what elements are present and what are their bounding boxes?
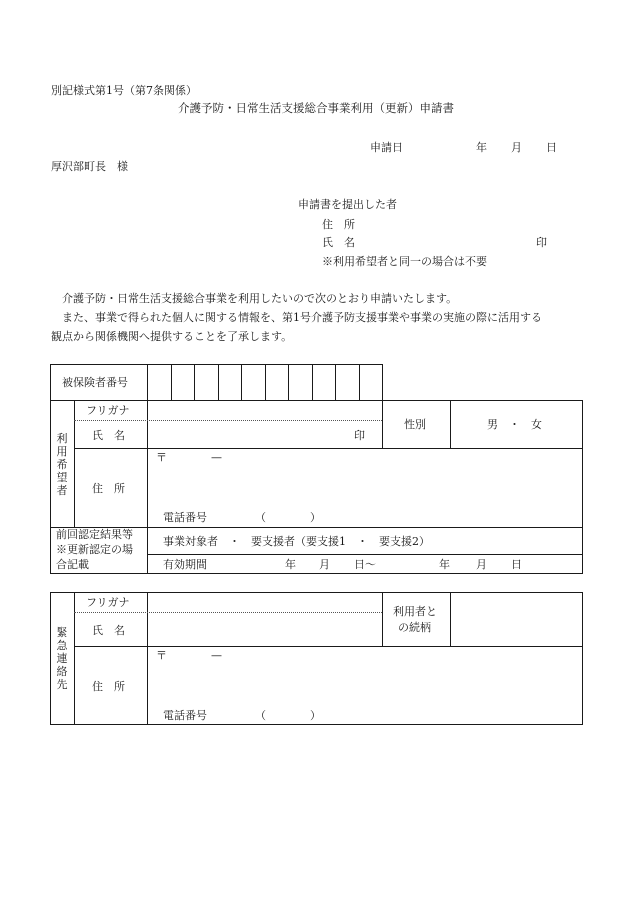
user-name-field[interactable] [148, 421, 348, 448]
insured-number-label: 被保険者番号 [62, 376, 128, 389]
addressee: 厚沢部町長 様 [51, 160, 128, 173]
emergency-section-label: 緊急連絡先 [56, 626, 68, 691]
form-title: 介護予防・日常生活支援総合事業利用（更新）申請書 [178, 101, 454, 115]
applicant-note: ※利用希望者と同一の場合は不要 [322, 255, 487, 268]
cert-options[interactable]: 事業対象者 ・ 要支援者（要支援1 ・ 要支援2） [163, 535, 430, 548]
user-postal-code[interactable]: 〒 — [156, 451, 222, 464]
validity-end-year: 年 [439, 558, 450, 571]
validity-label: 有効期間 [163, 558, 207, 571]
applicant-heading: 申請書を提出した者 [298, 198, 397, 211]
previous-cert-label: 前回認定結果等 [56, 528, 133, 541]
statement-line-1: 介護予防・日常生活支援総合事業を利用したいので次のとおり申請いたします。 [62, 292, 458, 305]
applicant-name-label: 氏 名 [322, 236, 355, 249]
application-date-year: 年 [476, 141, 487, 154]
user-furigana-field[interactable] [148, 401, 382, 420]
user-address-field[interactable] [148, 466, 582, 506]
statement-line-3: 観点から関係機関へ提供することを了承します。 [51, 330, 293, 343]
statement-line-2: また、事業で得られた個人に関する情報を、第1号介護予防支援事業や事業の実施の際に活用する [62, 311, 542, 324]
user-address-label: 住 所 [92, 482, 125, 495]
emergency-name-label: 氏 名 [92, 624, 125, 637]
emergency-phone-label: 電話番号 [163, 709, 207, 722]
applicant-seal: 印 [536, 236, 547, 249]
form-number: 別記様式第1号（第7条関係） [51, 84, 197, 97]
insured-number-field[interactable] [148, 365, 382, 400]
user-name-label: 氏 名 [92, 429, 125, 442]
relation-label-2: の続柄 [398, 621, 431, 634]
user-furigana-label: フリガナ [86, 404, 130, 417]
validity-start-month: 月 [319, 558, 330, 571]
emergency-furigana-label: フリガナ [86, 596, 130, 609]
previous-cert-label-2: ※更新認定の場 [56, 543, 133, 556]
gender-options[interactable]: 男 ・ 女 [487, 418, 542, 431]
user-phone-label: 電話番号 [163, 511, 207, 524]
applicant-address-label: 住 所 [322, 218, 355, 231]
emergency-address-field[interactable] [148, 664, 582, 704]
validity-start-day: 日〜 [354, 558, 376, 571]
validity-end-month: 月 [476, 558, 487, 571]
application-date-label: 申請日 [370, 141, 403, 154]
emergency-address-label: 住 所 [92, 680, 125, 693]
emergency-postal-code[interactable]: 〒 — [156, 649, 222, 662]
user-seal: 印 [354, 429, 365, 442]
application-date-day: 日 [546, 141, 557, 154]
gender-label: 性別 [404, 418, 426, 431]
validity-end-day: 日 [511, 558, 522, 571]
relation-label: 利用者と [393, 605, 437, 618]
user-section-label: 利用希望者 [56, 432, 68, 497]
emergency-name-field[interactable] [148, 613, 382, 646]
emergency-furigana-field[interactable] [148, 593, 382, 612]
user-phone-field[interactable]: （ ） [255, 511, 321, 524]
application-date-month: 月 [511, 141, 522, 154]
emergency-phone-field[interactable]: （ ） [255, 709, 321, 722]
previous-cert-label-3: 合記載 [56, 558, 89, 571]
validity-start-year: 年 [285, 558, 296, 571]
relation-field[interactable] [451, 593, 582, 646]
